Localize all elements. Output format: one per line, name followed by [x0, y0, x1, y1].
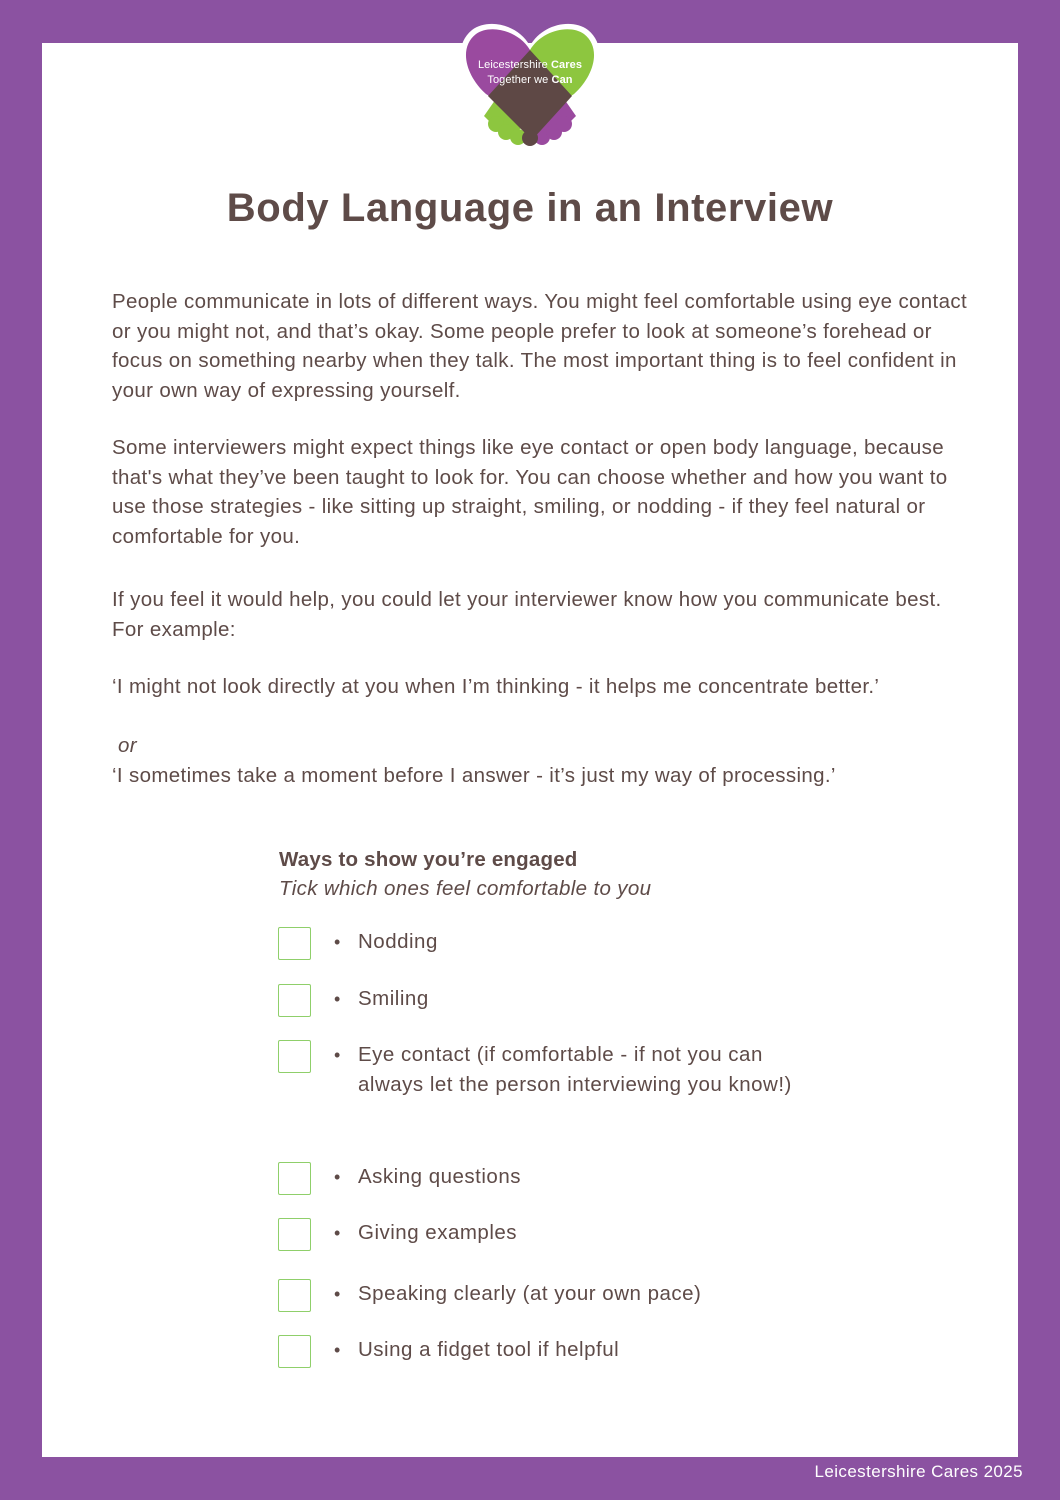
engagement-heading: Ways to show you’re engaged	[279, 848, 578, 871]
checkbox[interactable]	[278, 1040, 311, 1073]
bullet-icon: •	[334, 932, 341, 952]
logo-text-cares: Cares	[550, 59, 583, 71]
logo-tagline-line2	[458, 73, 602, 87]
logo-text-leicestershire: Leicestershire	[477, 59, 551, 71]
bullet-icon: •	[334, 1284, 341, 1304]
checklist-item-label: Asking questions	[358, 1165, 521, 1188]
checkbox[interactable]	[278, 1335, 311, 1368]
bullet-icon: •	[334, 989, 341, 1009]
bullet-icon: •	[334, 1167, 341, 1187]
logo-text-can: Can	[551, 74, 573, 86]
example-quote-1: ‘I might not look directly at you when I’m thinking - it helps me concentrate better.’	[112, 675, 880, 698]
bullet-icon: •	[334, 1223, 341, 1243]
checklist-item-label: Giving examples	[358, 1221, 518, 1244]
page-title: Body Language in an Interview	[226, 186, 834, 230]
leicestershire-cares-logo	[458, 20, 602, 146]
example-quote-2: ‘I sometimes take a moment before I answer - it’s just my way of processing.’	[112, 764, 836, 787]
checkbox[interactable]	[278, 1218, 311, 1251]
interviewer-expectations-paragraph: Some interviewers might expect things like eye contact or open body language, because that's what they’ve been taught to look for. You can choose whether and how you want to use those strategies - like sitting up straight, smiling, or nodding - if they feel natural or comfortable for you.	[112, 436, 948, 548]
communicate-best-paragraph: If you feel it would help, you could let your interviewer know how you communicate best. For example:	[112, 588, 942, 641]
checkbox[interactable]	[278, 1162, 311, 1195]
bullet-icon: •	[334, 1045, 341, 1065]
checkbox[interactable]	[278, 927, 311, 960]
footer-credit: Leicestershire Cares 2025	[814, 1462, 1023, 1481]
checklist-item-label: Eye contact (if comfortable - if not you can always let the person interviewing you know!)	[358, 1043, 792, 1096]
checkbox[interactable]	[278, 984, 311, 1017]
bullet-icon: •	[334, 1340, 341, 1360]
engagement-subheading: Tick which ones feel comfortable to you	[279, 877, 652, 900]
example-separator: or	[118, 734, 137, 757]
checklist-item-label: Smiling	[358, 987, 429, 1010]
logo-text-together: Together we	[487, 74, 552, 86]
checklist-item-label: Using a fidget tool if helpful	[358, 1338, 620, 1361]
logo-tagline-line1	[458, 58, 602, 72]
intro-paragraph: People communicate in lots of different ways. You might feel comfortable using eye contact or you might not, and that’s okay. Some people prefer to look at someone’s forehead or focus on something nearby when they talk. The most important thing is to feel confident in your own way of expressing yourself.	[112, 290, 968, 402]
checklist-item-label: Nodding	[358, 930, 438, 953]
checkbox[interactable]	[278, 1279, 311, 1312]
checklist-item-label: Speaking clearly (at your own pace)	[358, 1282, 702, 1305]
